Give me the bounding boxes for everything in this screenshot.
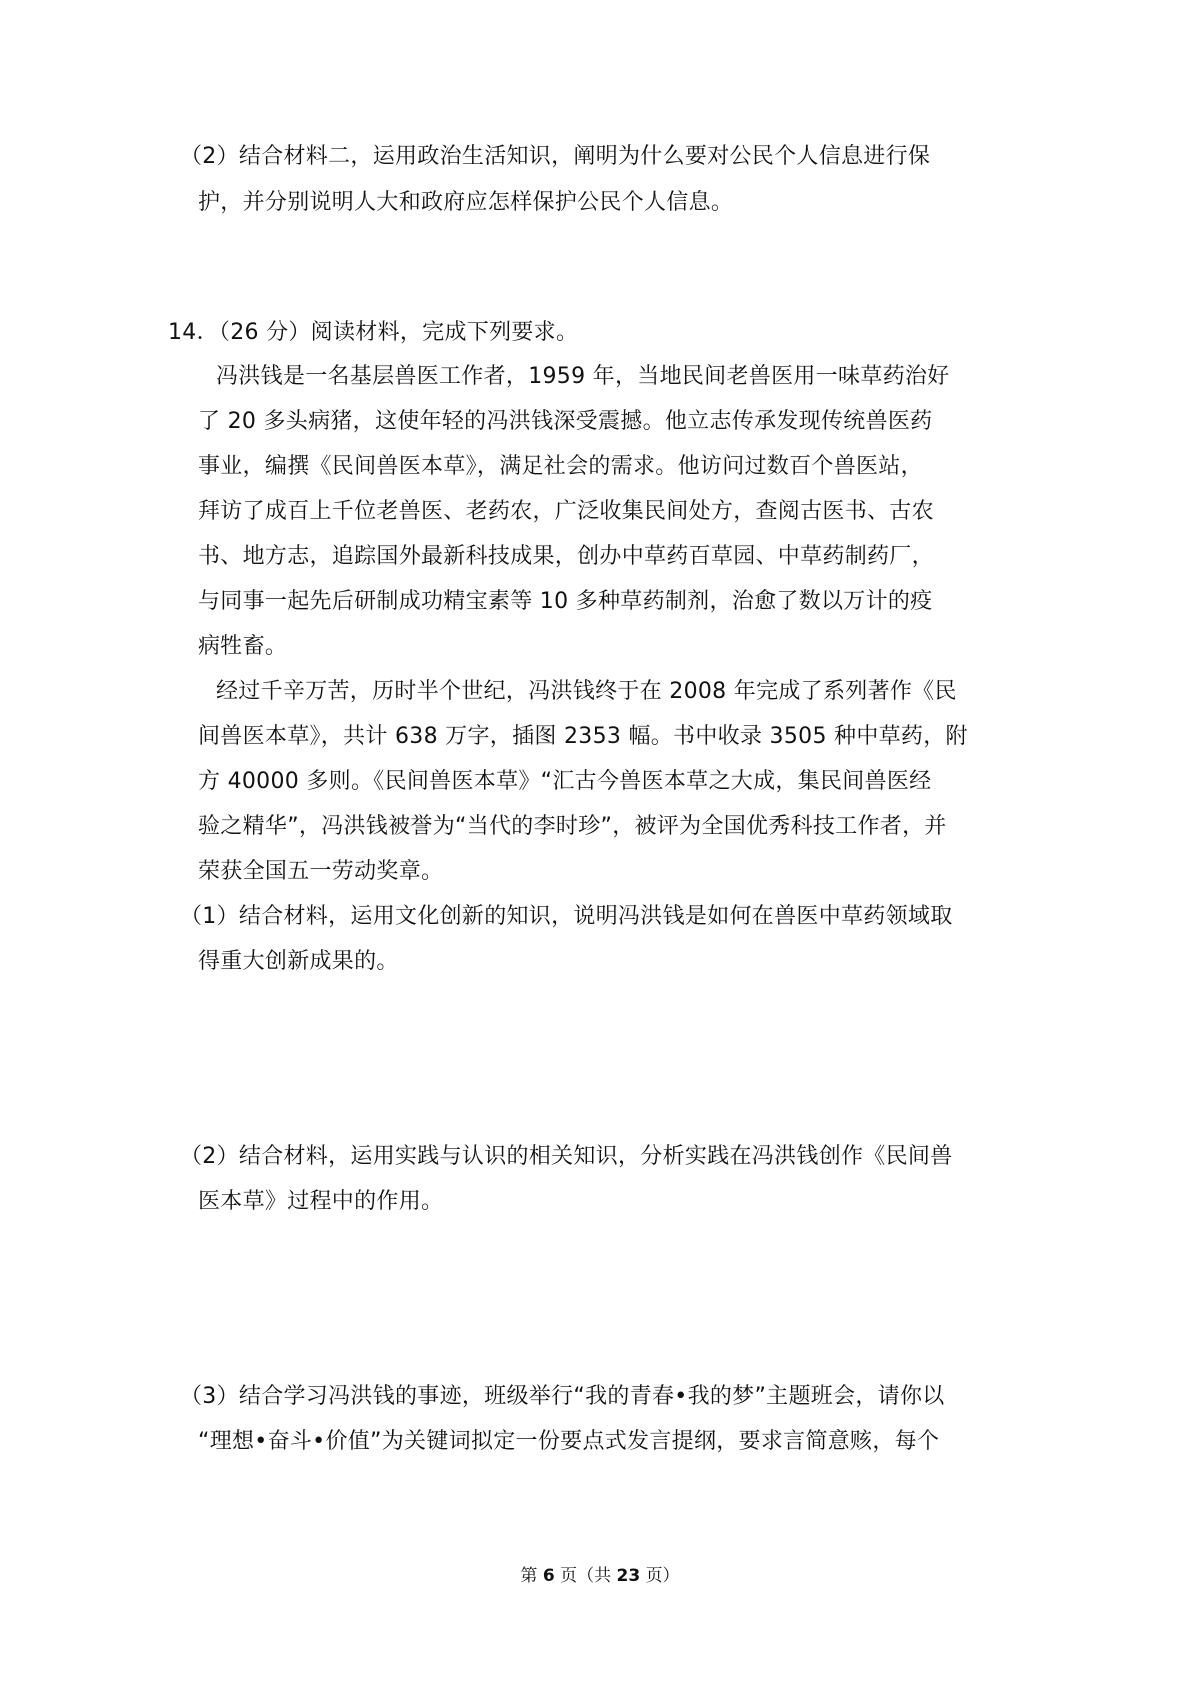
q14-paragraph1-line-7: 病牲畜。 [198, 634, 288, 659]
q14-part1-line-2: 得重大创新成果的。 [198, 949, 399, 974]
q14-part2-line-1: （2）结合材料，运用实践与认识的相关知识，分析实践在冯洪钱创作《民间兽 [180, 1144, 953, 1169]
q13-part2-line-2: 护，并分别说明人大和政府应怎样保护公民个人信息。 [198, 190, 734, 215]
q14-paragraph1-line-3: 事业，编撰《民间兽医本草》，满足社会的需求。他访问过数百个兽医站， [198, 454, 923, 479]
q14-paragraph1-line-6: 与同事一起先后研制成功精宝素等 10 多种草药制剂，治愈了数以万计的疫 [198, 589, 933, 614]
q14-paragraph1-line-4: 拜访了成百上千位老兽医、老药农，广泛收集民间处方，查阅古医书、古农 [198, 499, 934, 524]
q14-paragraph2-line-3: 方 40000 多则。《民间兽医本草》“汇古今兽医本草之大成，集民间兽医经 [198, 769, 932, 794]
q14-paragraph1-line-1: 冯洪钱是一名基层兽医工作者，1959 年，当地民间老兽医用一味草药治好 [216, 364, 950, 389]
q14-part1-line-1: （1）结合材料，运用文化创新的知识，说明冯洪钱是如何在兽医中草药领域取 [180, 904, 953, 929]
footer-middle: 页（共 [560, 1566, 612, 1586]
footer-total-pages: 23 [616, 1566, 641, 1586]
q14-paragraph2-line-1: 经过千辛万苦，历时半个世纪，冯洪钱终于在 2008 年完成了系列著作《民 [216, 679, 957, 704]
page-footer [0, 1564, 1200, 1588]
q14-paragraph2-line-2: 间兽医本草》，共计 638 万字，插图 2353 幅。书中收录 3505 种中草药，附 [198, 724, 968, 749]
q14-part3-line-2: “理想•奋斗•价值”为关键词拟定一份要点式发言提纲，要求言简意赅，每个 [198, 1429, 940, 1454]
q14-paragraph2-line-5: 荣获全国五一劳动奖章。 [198, 859, 444, 884]
footer-prefix: 第 [520, 1566, 538, 1586]
q14-header: 14．（26 分）阅读材料，完成下列要求。 [168, 320, 579, 345]
q13-part2-line-1: （2）结合材料二，运用政治生活知识，阐明为什么要对公民个人信息进行保 [180, 144, 931, 169]
footer-current-page: 6 [542, 1566, 555, 1586]
footer-suffix: 页） [645, 1566, 680, 1586]
q14-paragraph2-line-4: 验之精华”，冯洪钱被誉为“当代的李时珍”，被评为全国优秀科技工作者，并 [198, 814, 947, 839]
q14-paragraph1-line-5: 书、地方志，追踪国外最新科技成果，创办中草药百草园、中草药制药厂， [198, 544, 934, 569]
q14-part3-line-1: （3）结合学习冯洪钱的事迹，班级举行“我的青春•我的梦”主题班会，请你以 [180, 1384, 945, 1409]
q14-paragraph1-line-2: 了 20 多头病猪，这使年轻的冯洪钱深受震撼。他立志传承发现传统兽医药 [198, 409, 933, 434]
q14-part2-line-2: 医本草》过程中的作用。 [198, 1189, 444, 1214]
